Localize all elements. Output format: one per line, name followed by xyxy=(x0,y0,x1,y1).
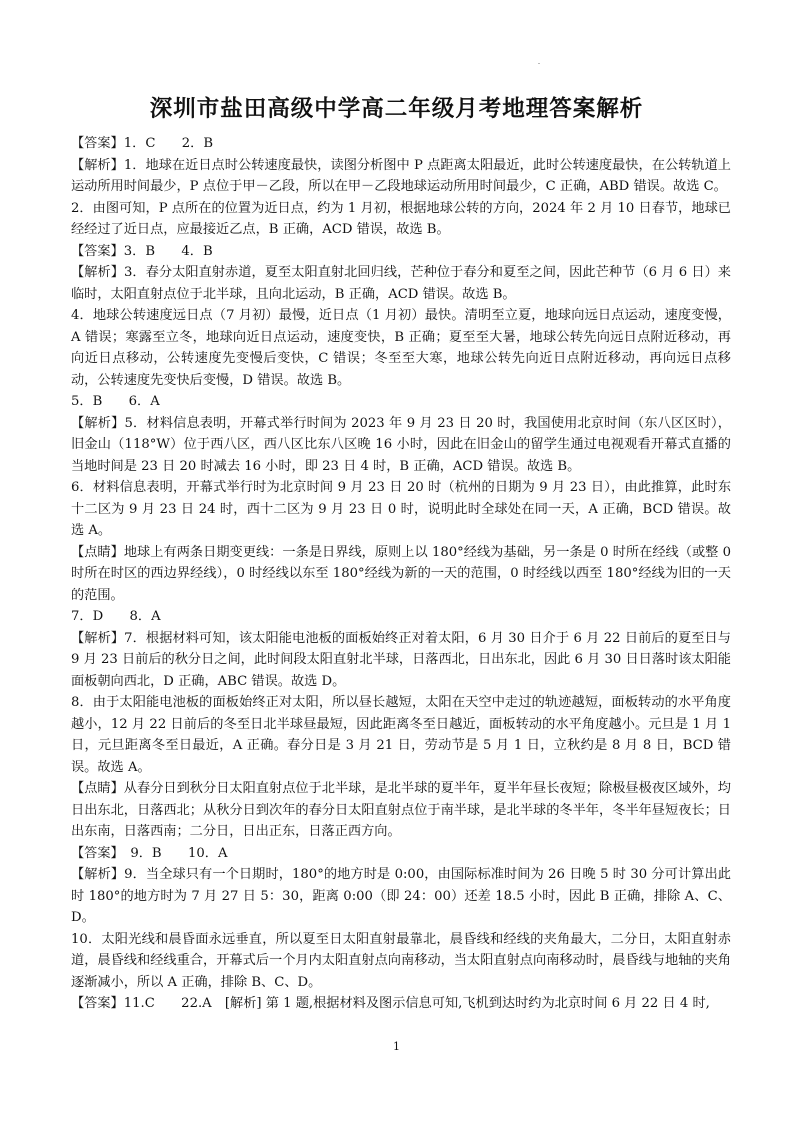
analysis-paragraph: 4．地球公转速度远日点（7 月初）最慢，近日点（1 月初）最快。清明至立夏，地球向远日点运动，速度变慢，A 错误；寒露至立冬，地球向近日点运动，速度变快，B 正确；夏至至大暑，地球公转先向远日点附近移动，再向近日点移动，公转速度先变慢后变快，C 错误；冬至至大寒，地球公转先向近日点附近移动，再向远日点移动，公转速度先变快后变慢，D 错误。故选 B。 xyxy=(71,308,731,388)
note-paragraph: 【点睛】从春分日到秋分日太阳直射点位于北半球，是北半球的夏半年，夏半年昼长夜短；除极昼极夜区域外，均日出东北，日落西北；从秋分日到次年的春分日太阳直射点位于南半球，是北半球的冬半年，冬半年昼短夜长；日出东南，日落西南；二分日，日出正东，日落正西方向。 xyxy=(71,781,731,839)
document-body xyxy=(71,133,731,1015)
answer-line: 5．B 6．A xyxy=(71,394,160,409)
note-paragraph: 【点睛】地球上有两条日期变更线：一条是日界线，原则上以 180°经线为基础，另一条是 0 时所在经线（或整 0 时所在时区的西边界经线），0 时经线以东至 180°经线为新的一天的范围，0 时经线以西至 180°经线为旧的一天的范围。 xyxy=(71,544,731,603)
analysis-paragraph: 6．材料信息表明，开幕式举行时为北京时间 9 月 23 日 20 时（杭州的日期为 9 月 23 日），由此推算，此时东十二区为 9 月 23 日 24 时，西十二区为 9 月 23 日 0 时，说明此时全球处在同一天，A 正确，BCD 错误。故选 A。 xyxy=(71,480,731,538)
analysis-paragraph: 8．由于太阳能电池板的面板始终正对太阳，所以昼长越短，太阳在天空中走过的轨迹越短，面板转动的水平角度越小，12 月 22 日前后的冬至日北半球昼最短，因此距离冬至日越近，面板转动的水平角度越小。元旦是 1 月 1 日，元旦距离冬至日最近，A 正确。春分日是 3 月 21 日，劳动节是 5 月 1 日，立秋约是 8 月 8 日，BCD 错误。故选 A。 xyxy=(71,695,731,775)
answer-analysis-line: 【答案】11.C 22.A [解析] 第 1 题,根据材料及图示信息可知,飞机到达时约为北京时间 6 月 22 日 4 时, xyxy=(71,996,710,1011)
page-title: 深圳市盐田高级中学高二年级月考地理答案解析 xyxy=(149,96,644,122)
analysis-paragraph: 【解析】1．地球在近日点时公转速度最快，读图分析图中 P 点距离太阳最近，此时公转速度最快，在公转轨道上运动所用时间最少，P 点位于甲－乙段，所以在甲－乙段地球运动所用时间最少，C 正确，ABD 错误。故选 C。 xyxy=(71,157,731,194)
answer-line: 【答案】3．B 4．B xyxy=(71,243,213,259)
analysis-paragraph: 10．太阳光线和晨昏面永远垂直，所以夏至日太阳直射最靠北，晨昏线和经线的夹角最大，二分日，太阳直射赤道，晨昏线和经线重合，开幕式后一个月内太阳直射点向南移动，当太阳直射点向南移动时，晨昏线与地轴的夹角逐渐减小，所以 A 正确，排除 B、C、D。 xyxy=(71,931,731,990)
analysis-paragraph: 【解析】7．根据材料可知，该太阳能电池板的面板始终正对着太阳，6 月 30 日介于 6 月 22 日前后的夏至日与 9 月 23 日前后的秋分日之间，此时间段太阳直射北半球，日落西北，日出东北，因此 6 月 30 日日落时该太阳能面板朝向西北，D 正确，ABC 错误。故选 D。 xyxy=(71,630,731,689)
page-number: 1 xyxy=(393,1040,400,1053)
analysis-paragraph: 【解析】9．当全球只有一个日期时，180°的地方时是 0:00，由国际标准时间为 26 日晚 5 时 30 分可计算出此时 180°的地方时为 7 月 27 日 5：30，距离 0:00（即 24：00）还差 18.5 小时，因此 B 正确，排除 A、C、D。 xyxy=(71,867,731,925)
answer-line: 7．D 8．A xyxy=(71,609,161,624)
analysis-paragraph: 2．由图可知，P 点所在的位置为近日点，约为 1 月初，根据地球公转的方向，2024 年 2 月 10 日春节，地球已经经过了近日点，应最接近乙点，B 正确，ACD 错误，故选 B。 xyxy=(71,200,731,237)
scan-speck xyxy=(538,63,540,64)
answer-line: 【答案】1．C 2．B xyxy=(71,136,214,151)
analysis-paragraph: 【解析】3．春分太阳直射赤道，夏至太阳直射北回归线，芒种位于春分和夏至之间，因此芒种节（6 月 6 日）来临时，太阳直射点位于北半球，且向北运动，B 正确，ACD 错误。故选 B。 xyxy=(71,265,731,302)
analysis-paragraph: 【解析】5．材料信息表明，开幕式举行时间为 2023 年 9 月 23 日 20 时，我国使用北京时间（东八区区时），旧金山（118°W）位于西八区，西八区比东八区晚 16 小时，因此在旧金山的留学生通过电视观看开幕式直播的当地时间是 23 日 20 时减去 16 小时，即 23 日 4 时，B 正确，ACD 错误。故选 B。 xyxy=(71,415,731,474)
answer-line: 【答案】 9．B 10．A xyxy=(71,845,228,861)
